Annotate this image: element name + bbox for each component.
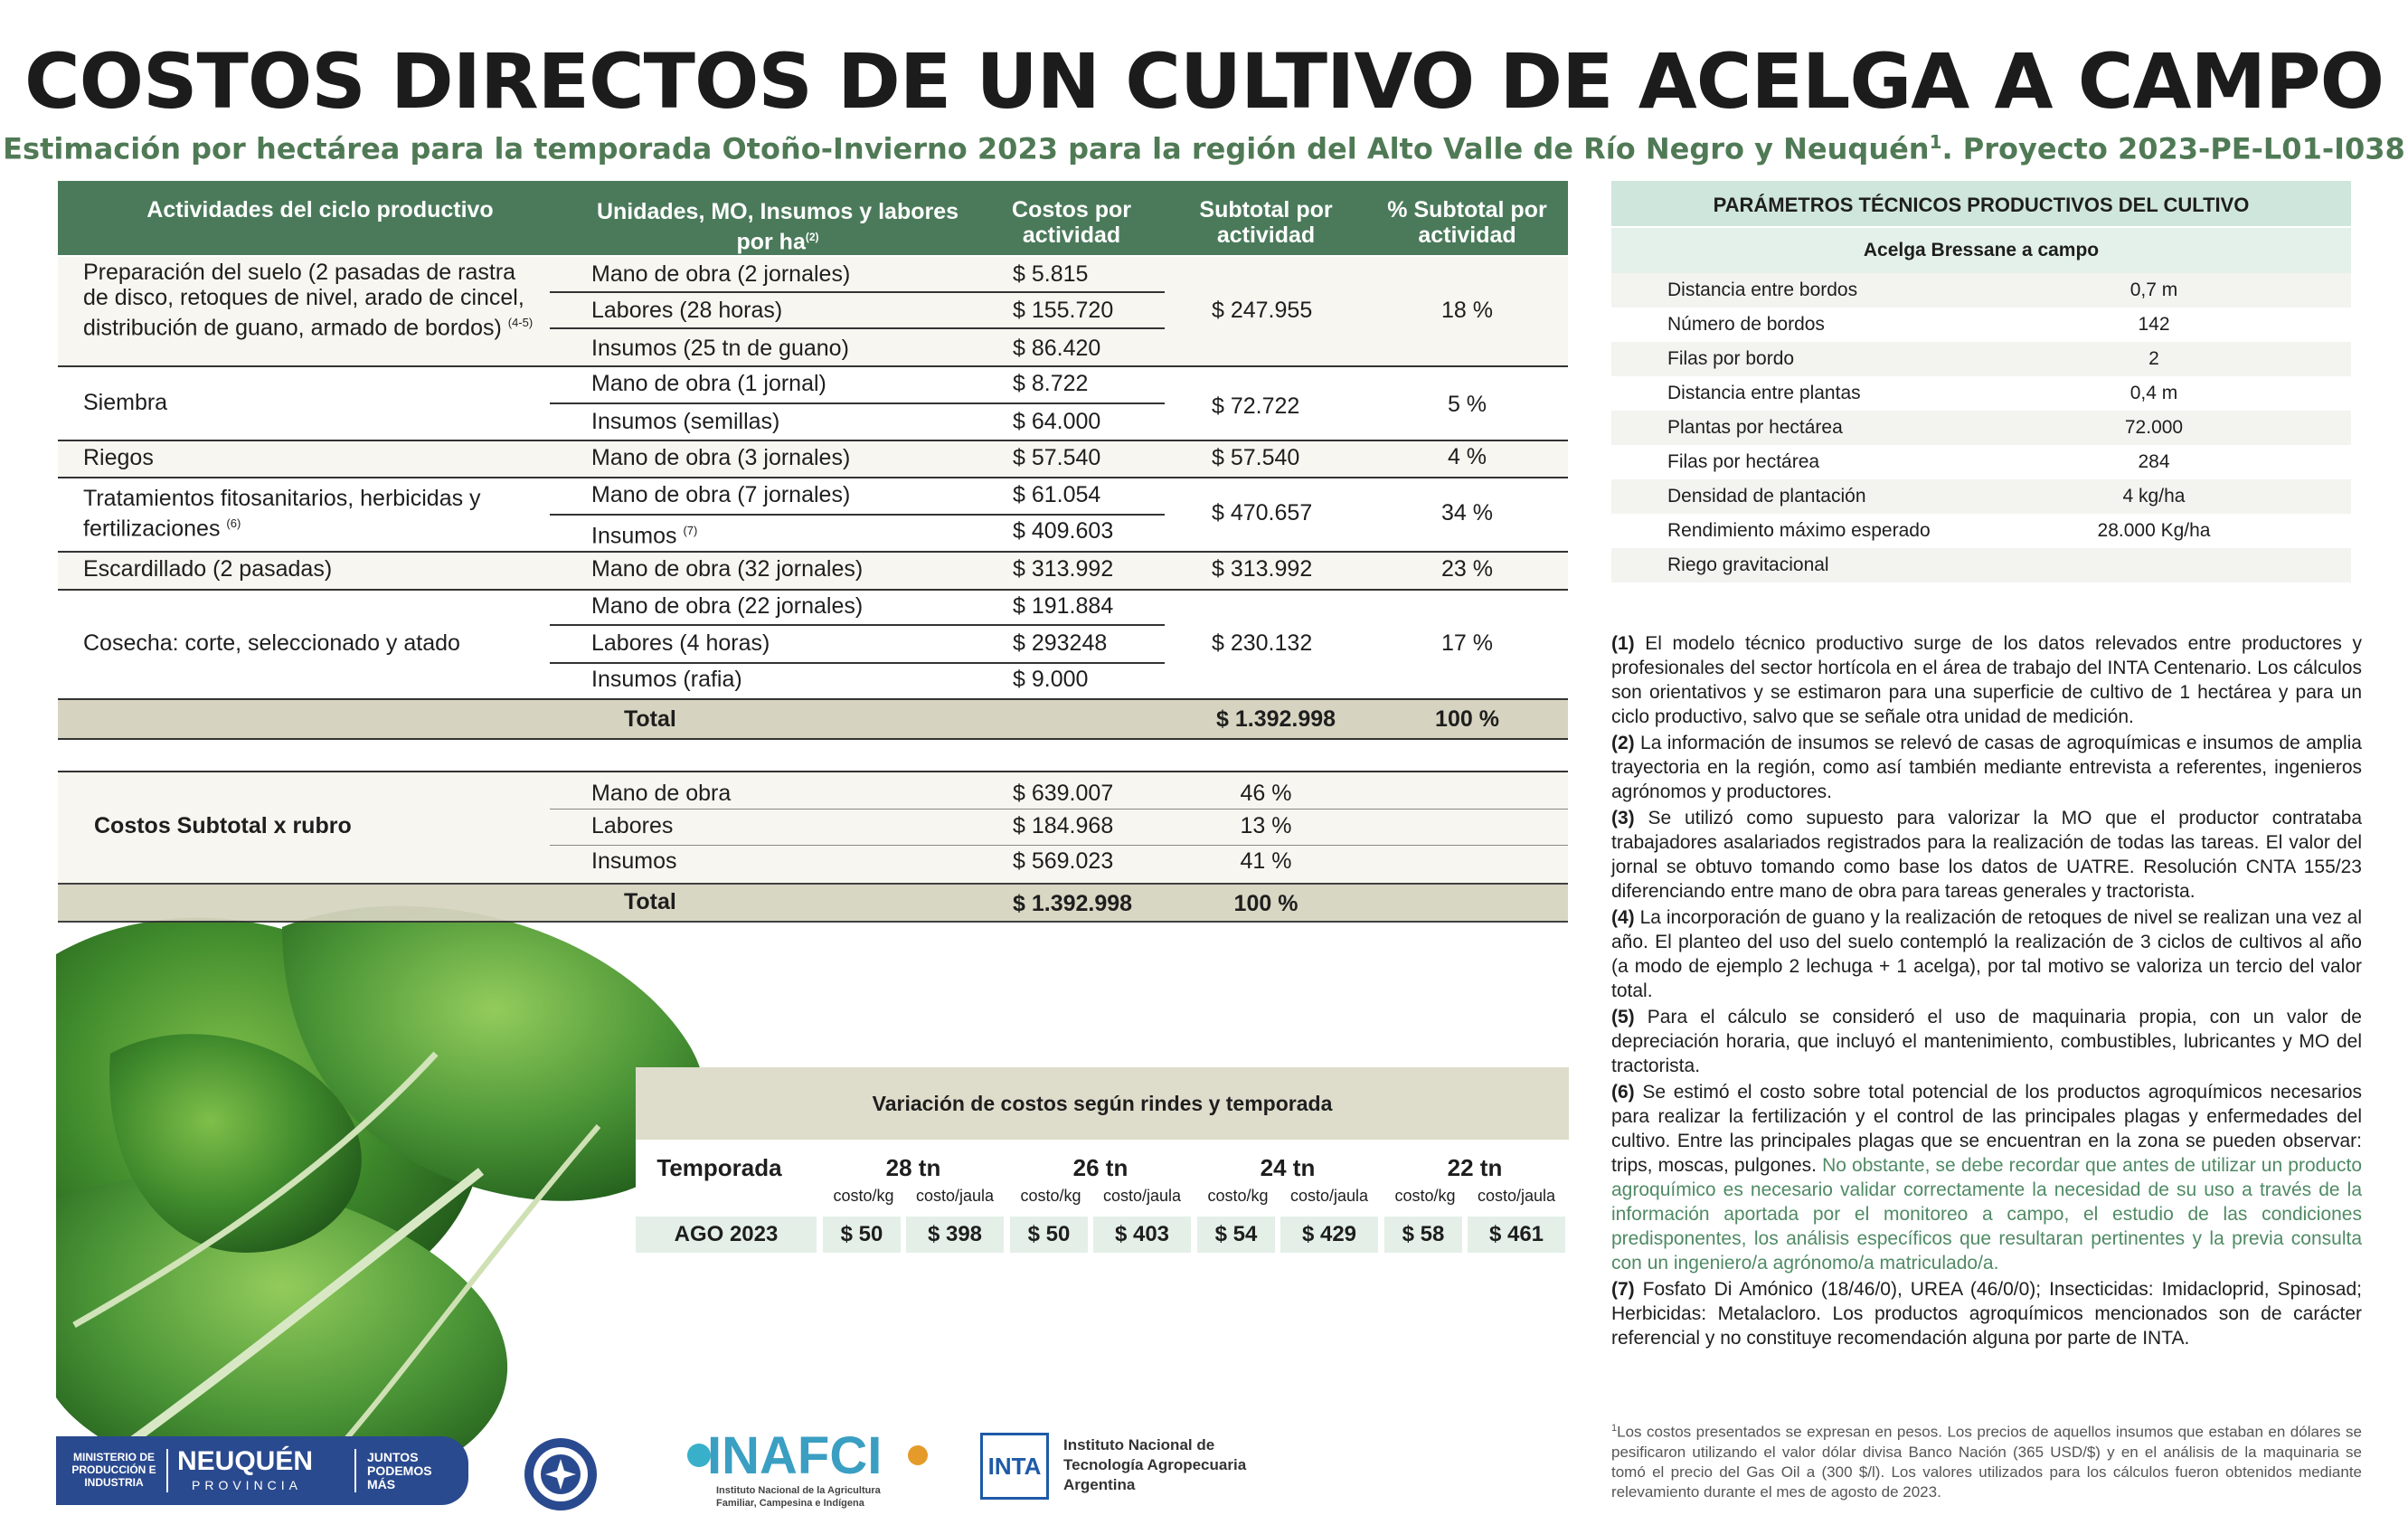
- header-subtotal: Subtotal por actividad: [1199, 197, 1333, 248]
- unit-row: Mano de obra (32 jornales): [591, 556, 864, 582]
- row-divider: [58, 589, 1568, 591]
- note-1: [1611, 631, 2362, 729]
- note-7: [1611, 1277, 2362, 1350]
- note-num: (4): [1611, 907, 1635, 928]
- subtitle-footnote-mark: 1: [1929, 131, 1942, 153]
- cost-cell: $ 5.815: [1013, 261, 1089, 287]
- rubro-pct: 46 %: [1240, 781, 1292, 806]
- note-6: [1611, 1080, 2362, 1275]
- subtotal-cell: $ 470.657: [1212, 500, 1313, 526]
- row-divider: [58, 477, 1568, 478]
- note-2: [1611, 731, 2362, 804]
- inafci-sub2: Familiar, Campesina e Indígena: [716, 1498, 864, 1509]
- variation-cost-kg: $ 50: [1010, 1217, 1088, 1253]
- note-text: El modelo técnico productivo surge de los datos relevados entre productores y profesionales del sector hortícola en el área de trabajo del INTA Centenario. Los cálculos son orientativos y se estimaron para una superficie de cultivo de 1 hectárea y para un ciclo productivo, salvo que se señale otra unidad de medición.: [1611, 633, 2362, 727]
- unit-row: Insumos (rafia): [591, 667, 742, 692]
- variation-cost-kg: $ 54: [1197, 1217, 1275, 1253]
- inafci-wordmark: INAFCI: [707, 1426, 883, 1485]
- param-label: Distancia entre bordos: [1667, 279, 1858, 300]
- note-num: (3): [1611, 808, 1635, 829]
- variation-cost-kg: $ 58: [1384, 1217, 1462, 1253]
- footnote-text: Los costos presentados se expresan en pesos. Los precios de aquellos insumos que estaban en dólares se pesificaron utilizando el valor dólar divisa Banco Nación (365 USD/$) y en el análisis de la maquinaria se tomó el precio del Gas Oil a (300 $/l). Los valores utilizados para los cálculos fueron obtenidos mediante relevamiento durante el mes de agosto de 2023.: [1611, 1423, 2362, 1501]
- rubro-total-value: $ 1.392.998: [1013, 891, 1133, 916]
- params-subtitle: Acelga Bressane a campo: [1863, 240, 2100, 260]
- logo-divider: [166, 1449, 168, 1492]
- variation-col-divider: [1381, 1144, 1383, 1253]
- activity-prep-name: [83, 260, 544, 340]
- note-text: Se estimó el costo sobre total potencial de los productos agroquímicos necesarios para realizar la fertilización y el control de las principales plagas y enfermedades del cultivo. Entre las principales plagas que se encuentran en la zona se pueden observar: trips, moscas, pulgones.: [1611, 1082, 2362, 1176]
- pct-cell: 18 %: [1441, 298, 1493, 323]
- param-value: 284: [2138, 451, 2170, 472]
- activity-escardillado-name: Escardillado (2 pasadas): [83, 556, 333, 582]
- activity-tratamientos-name: [83, 486, 544, 541]
- param-row: [1611, 514, 2351, 548]
- row-divider: [550, 514, 1165, 516]
- row-divider: [550, 809, 1568, 810]
- unit-label: Insumos: [591, 523, 677, 549]
- row-divider: [550, 402, 1165, 404]
- variation-sub-jaula: costo/jaula: [1477, 1187, 1556, 1205]
- variation-cost-jaula: $ 403: [1093, 1217, 1191, 1253]
- row-divider: [550, 291, 1165, 293]
- variation-col-divider: [1006, 1144, 1008, 1253]
- variation-cost-kg: $ 50: [823, 1217, 901, 1253]
- row-divider: [58, 551, 1568, 553]
- activity-siembra-name: Siembra: [83, 390, 168, 415]
- variation-col-divider: [1194, 1144, 1195, 1253]
- param-label: Densidad de plantación: [1667, 486, 1866, 507]
- header-units-label: Unidades, MO, Insumos y labores por ha: [596, 199, 959, 255]
- note-3: [1611, 806, 2362, 904]
- header-units-sup: (2): [805, 231, 819, 243]
- subtotal-cell: $ 230.132: [1212, 630, 1313, 656]
- unit-sup: (7): [683, 524, 698, 537]
- footnote-mark: 1: [1611, 1423, 1618, 1434]
- cost-cell: $ 8.722: [1013, 371, 1089, 396]
- logo-juntos: JUNTOS PODEMOS MÁS: [367, 1450, 432, 1491]
- param-row: [1611, 548, 2351, 582]
- logo-ministry: MINISTERIO DE PRODUCCIÓN E INDUSTRIA: [71, 1451, 156, 1489]
- param-label: Distancia entre plantas: [1667, 383, 1861, 403]
- activity-prep-sup: (4-5): [507, 316, 534, 329]
- rubro-total-pct: 100 %: [1233, 891, 1298, 916]
- note-text: La incorporación de guano y la realización de retoques de nivel se realizan una vez al año. El planteo del uso del suelo contempló la realización de 3 ciclos de cultivos al año (a modo de ejemplo 2 lechuga + 1 acelga), por tal motivo se valoriza un tercio del valor total.: [1611, 907, 2362, 1001]
- note-highlight: No obstante, se debe recordar que antes de utilizar un producto agroquímico es necesario validar correctamente la necesidad de su uso a través de la información aportada por el monitoreo a campo, el estudio de las condiciones predisponentes, los análisis específicos que resultaran pertinentes y la previa consulta con un ingeniero/a agrónomo/a matriculado/a.: [1611, 1155, 2362, 1274]
- variation-sub-kg: costo/kg: [1207, 1187, 1269, 1205]
- variation-yield-header: 26 tn: [1072, 1154, 1128, 1181]
- unit-row: [591, 517, 697, 549]
- activity-prep-label: Preparación del suelo (2 pasadas de rastra de disco, retoques de nivel, arado de cincel, distribución de guano, armado de bordos): [83, 260, 524, 341]
- unit-row: Labores (4 horas): [591, 630, 770, 656]
- subtotal-cell: $ 313.992: [1212, 556, 1313, 582]
- activity-tratamientos-sup: (6): [226, 516, 241, 530]
- unit-row: Mano de obra (2 jornales): [591, 261, 851, 287]
- rubro-name: Labores: [591, 813, 674, 838]
- variation-cost-jaula: $ 429: [1280, 1217, 1378, 1253]
- cost-cell: $ 409.603: [1013, 518, 1114, 544]
- activity-tratamientos-label: Tratamientos fitosanitarios, herbicidas y fertilizaciones: [83, 486, 481, 542]
- main-total-value: $ 1.392.998: [1216, 706, 1336, 732]
- param-label: Riego gravitacional: [1667, 554, 1829, 575]
- note-4: [1611, 905, 2362, 1003]
- rubro-name: Insumos: [591, 848, 677, 874]
- param-value: 142: [2138, 314, 2170, 335]
- cost-cell: $ 86.420: [1013, 336, 1101, 361]
- header-activities: Actividades del ciclo productivo: [146, 197, 494, 223]
- header-pct: % Subtotal por actividad: [1387, 197, 1547, 248]
- rubro-label: Costos Subtotal x rubro: [94, 813, 352, 838]
- notes-list: [1611, 631, 2362, 1350]
- inta-logo: [978, 1427, 1286, 1509]
- pct-cell: 34 %: [1441, 500, 1493, 526]
- activity-riegos-name: Riegos: [83, 445, 154, 470]
- rubro-cost: $ 639.007: [1013, 781, 1114, 806]
- variation-sub-kg: costo/kg: [1394, 1187, 1456, 1205]
- logo-neuquen: NEUQUÉN: [177, 1446, 314, 1476]
- cost-cell: $ 9.000: [1013, 667, 1089, 692]
- row-divider: [550, 624, 1165, 626]
- main-total-pct: 100 %: [1435, 706, 1499, 732]
- note-num: (7): [1611, 1279, 1635, 1300]
- param-label: Filas por hectárea: [1667, 451, 1820, 472]
- note-num: (6): [1611, 1082, 1635, 1103]
- param-row: [1611, 308, 2351, 342]
- param-label: Rendimiento máximo esperado: [1667, 520, 1931, 541]
- unit-row: Mano de obra (3 jornales): [591, 445, 851, 470]
- footnote: [1611, 1418, 2362, 1502]
- note-num: (5): [1611, 1007, 1635, 1027]
- param-row: [1611, 273, 2351, 308]
- main-total-label: Total: [624, 706, 676, 732]
- row-divider: [58, 365, 1568, 367]
- param-label: Plantas por hectárea: [1667, 417, 1843, 438]
- cost-cell: $ 191.884: [1013, 593, 1114, 619]
- rubro-name: Mano de obra: [591, 781, 732, 806]
- param-row: [1611, 376, 2351, 411]
- pct-cell: 5 %: [1447, 392, 1487, 417]
- cost-cell: $ 293248: [1013, 630, 1108, 656]
- header-units: [588, 199, 968, 254]
- variation-yield-header: 24 tn: [1260, 1154, 1316, 1181]
- row-divider: [58, 440, 1568, 441]
- unit-row: Mano de obra (1 jornal): [591, 371, 826, 396]
- param-row: [1611, 411, 2351, 445]
- param-value: 28.000 Kg/ha: [2097, 520, 2211, 541]
- subtitle-text: Estimación por hectárea para la temporada Otoño-Invierno 2023 para la región del Alto Valle de Río Negro y Neuquén: [3, 131, 1930, 166]
- row-divider: [550, 662, 1165, 664]
- param-value: 0,4 m: [2129, 383, 2178, 403]
- variation-cost-jaula: $ 398: [906, 1217, 1004, 1253]
- rubro-cost: $ 184.968: [1013, 813, 1114, 838]
- logo-divider: [354, 1449, 356, 1492]
- note-num: (2): [1611, 733, 1635, 753]
- inafci-accent-icon: [908, 1445, 928, 1465]
- inta-line3: Argentina: [1063, 1476, 1136, 1493]
- inafci-sub1: Instituto Nacional de la Agricultura: [716, 1485, 881, 1496]
- header-costs: Costos por actividad: [1012, 197, 1131, 248]
- param-value: 72.000: [2124, 417, 2184, 438]
- row-divider: [550, 327, 1165, 329]
- note-text: La información de insumos se relevó de casas de agroquímicas e insumos de amplia trayectoria en la región, como así también mediante entrevista a referentes, ingenieros agrónomos y productores.: [1611, 733, 2362, 802]
- logo-provincia: PROVINCIA: [192, 1478, 303, 1492]
- note-text: Fosfato Di Amónico (18/46/0), UREA (46/0/0); Insecticidas: Imidacloprid, Spinosad; Herbicidas: Metalacloro. Los productos agroquímicos mencionados son de carácter referencial y no constituye recomendación alguna por parte de INTA.: [1611, 1279, 2362, 1349]
- param-value: 2: [2148, 348, 2159, 369]
- subtotal-cell: $ 72.722: [1212, 393, 1300, 419]
- subtotal-cell: $ 57.540: [1212, 445, 1300, 470]
- param-row: [1611, 445, 2351, 479]
- note-num: (1): [1611, 633, 1635, 654]
- subtotal-cell: $ 247.955: [1212, 298, 1313, 323]
- main-total-row: [58, 698, 1568, 740]
- note-text: Para el cálculo se consideró el uso de maquinaria propia, con un valor de depreciación horaria, que incluyó el mantenimiento, combustibles, lubricantes y MO del tractorista.: [1611, 1007, 2362, 1076]
- cost-cell: $ 64.000: [1013, 409, 1101, 434]
- variation-sub-jaula: costo/jaula: [1102, 1187, 1182, 1205]
- variation-sub-kg: costo/kg: [1020, 1187, 1081, 1205]
- unit-row: Insumos (semillas): [591, 409, 780, 434]
- pct-cell: 17 %: [1441, 630, 1493, 656]
- variation-cost-jaula: $ 461: [1468, 1217, 1565, 1253]
- inta-line2: Tecnología Agropecuaria: [1063, 1456, 1247, 1473]
- neuquen-logo: [56, 1436, 468, 1505]
- rubro-pct: 41 %: [1240, 848, 1292, 874]
- variation-col-divider: [819, 1144, 821, 1253]
- page-subtitle: [0, 122, 2408, 169]
- param-label: Filas por bordo: [1667, 348, 1795, 369]
- rubro-total-label: Total: [624, 889, 676, 914]
- param-label: Número de bordos: [1667, 314, 1825, 335]
- variation-yield-header: 22 tn: [1447, 1154, 1503, 1181]
- cost-cell: $ 313.992: [1013, 556, 1114, 582]
- unit-row: Labores (28 horas): [591, 298, 783, 323]
- activity-cosecha-name: Cosecha: corte, seleccionado y atado: [83, 630, 460, 656]
- row-divider: [550, 845, 1568, 846]
- note-5: [1611, 1005, 2362, 1078]
- cost-cell: $ 155.720: [1013, 298, 1114, 323]
- variation-yield-header: 28 tn: [885, 1154, 941, 1181]
- unit-row: Mano de obra (22 jornales): [591, 593, 864, 619]
- params-title: PARÁMETROS TÉCNICOS PRODUCTIVOS DEL CULTIVO: [1713, 194, 2250, 216]
- pct-cell: 23 %: [1441, 556, 1493, 582]
- variation-sub-jaula: costo/jaula: [915, 1187, 995, 1205]
- page-title: COSTOS DIRECTOS DE UN CULTIVO DE ACELGA A CAMPO: [24, 37, 2384, 126]
- variation-sub-jaula: costo/jaula: [1289, 1187, 1369, 1205]
- unit-row: Insumos (25 tn de guano): [591, 336, 849, 361]
- variation-season-header: Temporada: [656, 1154, 782, 1181]
- variation-season-value: AGO 2023: [636, 1217, 817, 1253]
- inafci-logo: [685, 1422, 930, 1512]
- inta-mark: INTA: [980, 1433, 1049, 1500]
- rubro-pct: 13 %: [1240, 813, 1292, 838]
- subtitle-project: . Proyecto 2023-PE-L01-I038: [1941, 131, 2405, 166]
- variation-sub-kg: costo/kg: [833, 1187, 894, 1205]
- variation-title: Variación de costos según rindes y temporada: [872, 1092, 1333, 1115]
- note-text: Se utilizó como supuesto para valorizar la MO que el productor contrataba trabajadores asalariados registrados para la realización de todas las tareas. El valor del jornal se obtuvo tomando como base los datos de UATRE. Resolución CNTA 155/23 diferenciando entre mano de obra para tareas generales y tractorista.: [1611, 808, 2362, 902]
- federation-seal-icon: [520, 1434, 601, 1515]
- cost-cell: $ 57.540: [1013, 445, 1101, 470]
- param-row: [1611, 342, 2351, 376]
- rubro-cost: $ 569.023: [1013, 848, 1114, 874]
- param-value: 4 kg/ha: [2122, 486, 2186, 507]
- cost-cell: $ 61.054: [1013, 482, 1101, 507]
- pct-cell: 4 %: [1447, 444, 1487, 469]
- param-row: [1611, 479, 2351, 514]
- param-value: 0,7 m: [2129, 279, 2178, 300]
- unit-row: Mano de obra (7 jornales): [591, 482, 851, 507]
- inta-line1: Instituto Nacional de: [1063, 1436, 1215, 1454]
